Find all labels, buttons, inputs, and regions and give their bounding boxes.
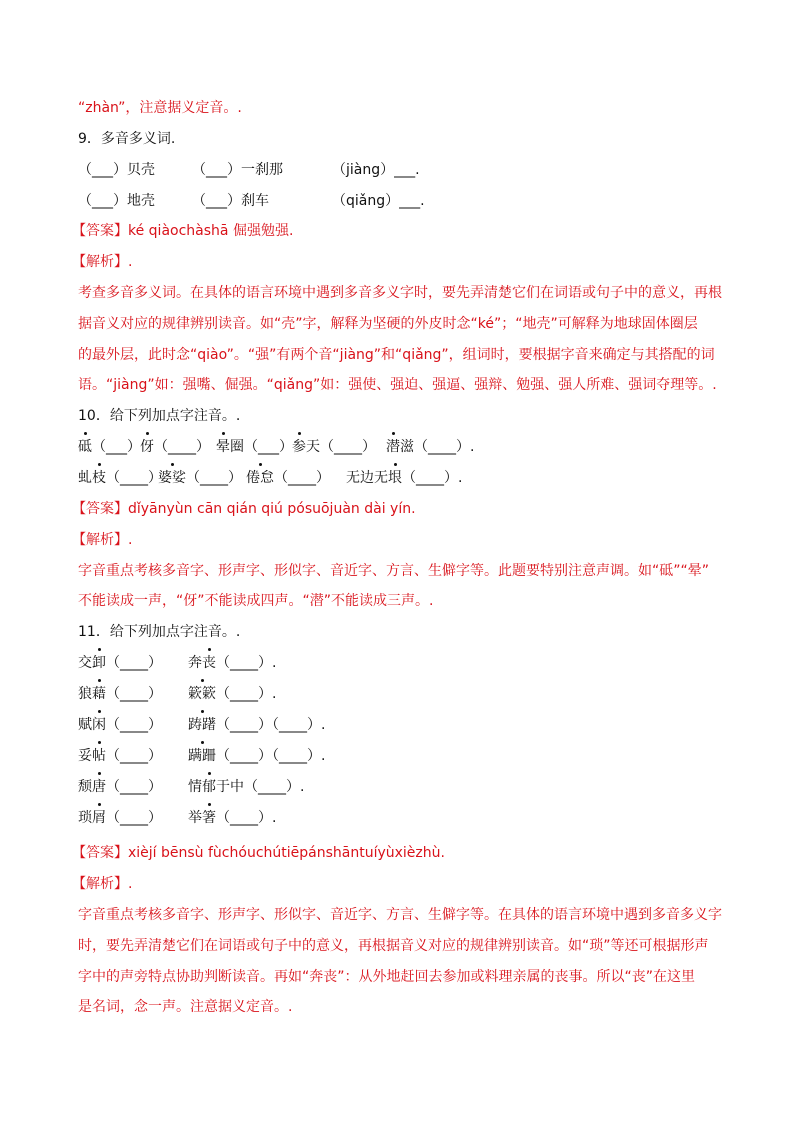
- q11-item: [78, 715, 188, 735]
- q11-row: [78, 777, 730, 797]
- q11-row: [78, 808, 730, 828]
- answer-tag: 【答案】: [72, 501, 128, 517]
- plain-char: 狼: [78, 686, 92, 702]
- dotted-char: 伢: [140, 439, 154, 455]
- q9-analysis-line-3: 的最外层，此时念“qiào”。“强”有两个音“jiàng”和“qiǎng”，组词时，要根据字音来确定与其搭配的词: [78, 347, 715, 363]
- q11-analysis-tag: 【解析】.: [72, 876, 133, 892]
- q11-title: 11．给下列加点字注音。.: [78, 624, 241, 640]
- q9-row2-item-c: （qiǎng）___.: [332, 193, 425, 209]
- q11-item: [78, 777, 188, 797]
- dotted-char: 箸: [202, 810, 216, 826]
- q11-item: [78, 746, 188, 766]
- dotted-char: 帖: [92, 748, 106, 764]
- blank-text: （____）（____）.: [216, 717, 326, 733]
- dotted-char: 参: [292, 439, 306, 455]
- q11-item: [188, 808, 276, 828]
- dotted-char: 潜: [386, 439, 400, 455]
- q9-analysis-tag: 【解析】.: [72, 254, 133, 270]
- q11-row: [78, 653, 730, 673]
- q9-analysis-line-1: 考查多音多义词。在具体的语言环境中遇到多音多义字时，要先弄清楚它们在词语或句子中的意义，再根: [78, 285, 722, 301]
- q9-analysis-line-4: 语。“jiàng”如：强嘴、倔强。“qiǎng”如：强使、强迫、强逼、强辩、勉强、强人所难、强词夺理等。.: [78, 377, 717, 393]
- dotted-char: 垠: [388, 470, 402, 486]
- blank-text: （____）: [106, 655, 162, 671]
- dotted-char: 唐: [92, 779, 106, 795]
- plain-char: 交: [78, 655, 92, 671]
- q10-analysis-line-2: 不能读成一声，“伢”不能读成四声。“潜”不能读成三声。.: [78, 593, 434, 609]
- q11-analysis-line-2: 时，要先弄清楚它们在词语或句子中的意义，再根据音义对应的规律辨别读音。如“琐”等还可根据形声: [78, 938, 709, 954]
- continued-analysis-line: “zhàn”，注意据义定音。.: [78, 100, 242, 116]
- q10-title: 10．给下列加点字注音。.: [78, 408, 241, 424]
- q9-row1-item-a: （___）贝壳: [78, 162, 155, 178]
- q9-row-1: [78, 160, 730, 180]
- dotted-char: 藉: [92, 686, 106, 702]
- q10-row1-item: [78, 437, 140, 457]
- q10-answer: [72, 499, 730, 519]
- dotted-char: 簌簌: [188, 686, 216, 702]
- q10-row1-item: [386, 437, 474, 457]
- q11-item: [188, 777, 304, 797]
- q10-analysis-tag: 【解析】.: [72, 532, 133, 548]
- plain-char: 琐: [78, 810, 92, 826]
- q9-title: 9．多音多义词.: [78, 131, 176, 147]
- plain-char: 赋: [78, 717, 92, 733]
- plain-char: 虬: [78, 470, 92, 486]
- q11-analysis-line-3: 字中的声旁特点协助判断读音。再如“奔丧”：从外地赶回去参加或料理亲属的丧事。所以“丧”在这里: [78, 969, 696, 985]
- dotted-char: 婆娑: [158, 470, 186, 486]
- q11-item: [188, 653, 276, 673]
- q10-row1-item: [216, 437, 292, 457]
- q10-analysis-line-1: 字音重点考核多音字、形声字、形似字、音近字、方言、生僻字等。此题要特别注意声调。如“砥”“晕”: [78, 563, 710, 579]
- q9-row2-item-a: （___）地壳: [78, 193, 155, 209]
- q11-item: [78, 808, 188, 828]
- blank-text: （____）: [186, 470, 242, 486]
- blank-text: （____）: [106, 686, 162, 702]
- dotted-char: 郁: [202, 779, 216, 795]
- blank-text: （____）: [106, 779, 162, 795]
- dotted-char: 晕: [216, 439, 230, 455]
- blank-text: （____）.: [216, 686, 277, 702]
- q10-row2-item: [158, 468, 246, 488]
- q10-row-2: [78, 468, 730, 488]
- plain-char: 颓: [78, 779, 92, 795]
- q10-answer-text: dǐyānyùn cān qián qiú pósuōjuàn dài yín.: [128, 501, 416, 517]
- q9-row2-item-b: （___）刹车: [192, 193, 269, 209]
- q11-row: [78, 746, 730, 766]
- dotted-char: 卸: [92, 655, 106, 671]
- plain-char: 举: [188, 810, 202, 826]
- blank-text: 于中（____）.: [216, 779, 305, 795]
- q9-analysis-line-2: 据音义对应的规律辨别读音。如“壳”字，解释为坚硬的外皮时念“ké”；“地壳”可解释为地球固体圈层: [78, 316, 698, 332]
- q11-answer: [72, 843, 730, 863]
- blank-text: 圈（___）: [230, 439, 293, 455]
- dotted-char: 丧: [202, 655, 216, 671]
- q11-analysis-line-1: 字音重点考核多音字、形声字、形似字、音近字、方言、生僻字等。在具体的语言环境中遇到多音多义字: [78, 907, 722, 923]
- plain-char: 奔: [188, 655, 202, 671]
- dotted-char: 倦怠: [246, 470, 274, 486]
- q11-answer-text: xièjí bēnsù fùchóuchútiēpánshāntuíyùxièzhù.: [128, 845, 445, 861]
- blank-text: （____）.: [402, 470, 463, 486]
- q11-row: [78, 715, 730, 735]
- dotted-char: 蹒跚: [188, 748, 216, 764]
- blank-text: （____）: [154, 439, 210, 455]
- plain-char: 妥: [78, 748, 92, 764]
- blank-text: 天（____）: [306, 439, 376, 455]
- dotted-char: 枝: [92, 470, 106, 486]
- q9-row1-item-b: （___）一刹那: [192, 162, 283, 178]
- blank-text: （____）: [106, 470, 162, 486]
- q10-row2-item: [246, 468, 346, 488]
- dotted-char: 踌躇: [188, 717, 216, 733]
- q11-row: [78, 684, 730, 704]
- q9-answer: [72, 221, 730, 241]
- q11-item: [188, 746, 325, 766]
- q10-row2-item: [346, 468, 462, 488]
- q9-row1-item-c: （jiàng）___.: [332, 162, 420, 178]
- blank-text: （____）: [106, 717, 162, 733]
- q10-row1-item: [292, 437, 386, 457]
- q11-item: [188, 684, 276, 704]
- q11-analysis-line-4: 是名词，念一声。注意据义定音。.: [78, 999, 293, 1015]
- blank-text: （____）.: [216, 655, 277, 671]
- blank-text: （____）.: [216, 810, 277, 826]
- q9-answer-text: ké qiàochàshā 倔强勉强.: [128, 223, 294, 239]
- q9-row-2: [78, 191, 730, 211]
- q11-item: [78, 684, 188, 704]
- q11-item: [188, 715, 325, 735]
- answer-tag: 【答案】: [72, 845, 128, 861]
- q10-row1-item: [140, 437, 216, 457]
- blank-text: （____）: [106, 810, 162, 826]
- plain-char: 情: [188, 779, 202, 795]
- dotted-char: 砥: [78, 439, 92, 455]
- dotted-char: 闲: [92, 717, 106, 733]
- blank-text: （____）（____）.: [216, 748, 326, 764]
- blank-text: （____）: [106, 748, 162, 764]
- q10-row-1: [78, 437, 730, 457]
- dotted-char: 屑: [92, 810, 106, 826]
- q10-row2-item: [78, 468, 162, 488]
- q11-item: [78, 653, 188, 673]
- blank-text: 滋（____）.: [400, 439, 475, 455]
- answer-tag: 【答案】: [72, 223, 128, 239]
- blank-text: （___）: [92, 439, 141, 455]
- plain-char: 无边无: [346, 470, 388, 486]
- blank-text: （____）: [274, 470, 330, 486]
